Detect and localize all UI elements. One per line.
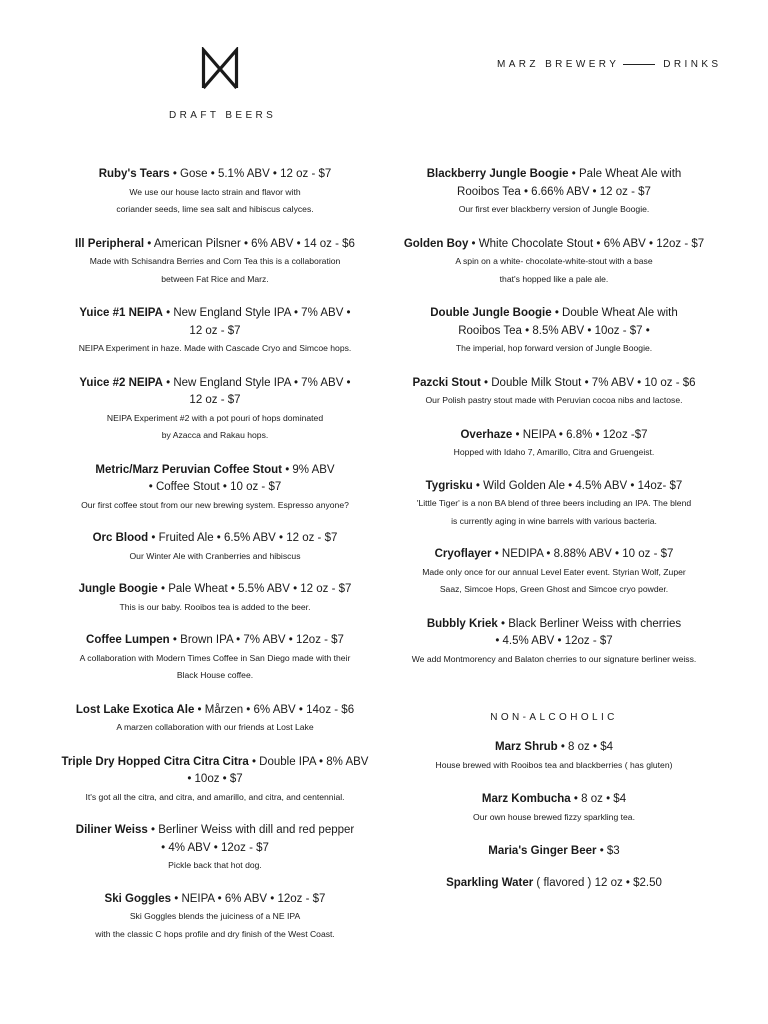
item-description-line: Our Winter Ale with Cranberries and hibiscus [129, 550, 301, 561]
item-detail: • 8 oz • $4 [560, 741, 613, 753]
item-title-line [40, 375, 390, 393]
menu-item [378, 875, 730, 893]
item-detail: • Pale Wheat • 5.5% ABV • 12 oz - $7 [161, 583, 352, 595]
item-detail: • New England Style IPA • 7% ABV • [166, 307, 351, 319]
item-detail: 12 oz - $7 [189, 324, 241, 337]
item-description [378, 651, 730, 669]
item-detail: • Wild Golden Ale • 4.5% ABV • 14oz- $7 [475, 479, 683, 492]
item-description-line: by Azacca and Rakau hops. [161, 430, 269, 440]
menu-item [378, 427, 730, 462]
item-name: Sparkling Water [446, 876, 534, 889]
left-beer-column [40, 150, 390, 943]
item-description [378, 253, 730, 288]
menu-item [378, 616, 730, 669]
item-description-line: Made only once for our annual Level Eater event. Styrian Wolf, Zuper [422, 566, 686, 577]
brand-section: DRINKS [663, 59, 722, 70]
item-title-line [40, 822, 390, 840]
menu-item [40, 462, 390, 515]
menu-item [378, 236, 730, 289]
item-detail: • $3 [599, 845, 620, 857]
item-title [378, 427, 730, 445]
item-title-line [378, 843, 730, 861]
item-description [40, 908, 390, 943]
item-name: Jungle Boogie [78, 583, 158, 595]
item-description-line: A spin on a white- chocolate-white-stout with a base [455, 256, 653, 266]
item-description-line: NEIPA Experiment #2 with a pot pouri of hops dominated [106, 412, 324, 423]
item-detail-line [40, 771, 390, 789]
menu-item [40, 822, 390, 875]
item-description-line: NEIPA Experiment in haze. Made with Cascade Cryo and Simcoe hops. [78, 343, 352, 353]
item-title-line [40, 236, 390, 254]
item-title-line [40, 632, 390, 650]
item-name: Lost Lake Exotica Ale [75, 703, 195, 716]
right-beer-column [378, 150, 730, 892]
item-detail-line [378, 184, 730, 202]
item-title [40, 632, 390, 650]
item-description [40, 857, 390, 875]
item-description-line: A collaboration with Modern Times Coffee in San Diego made with their [79, 652, 351, 663]
item-description [40, 410, 390, 445]
item-description [40, 719, 390, 737]
item-description-line: that's hopped like a pale ale. [499, 273, 609, 284]
item-title-line [378, 791, 730, 809]
item-detail: • Double IPA • 8% ABV [251, 755, 369, 768]
item-description-line: Hopped with Idaho 7, Amarillo, Citra and Gruengeist. [453, 447, 655, 457]
item-detail: • New England Style IPA • 7% ABV • [166, 376, 351, 389]
menu-item [40, 166, 390, 219]
menu-item [378, 478, 730, 531]
item-detail-line [40, 840, 390, 858]
item-detail: • 4.5% ABV • 12oz - $7 [495, 635, 613, 647]
menu-item [378, 843, 730, 861]
item-detail: • Pale Wheat Ale with [571, 168, 682, 180]
item-name: Golden Boy [403, 237, 469, 250]
item-description [378, 495, 730, 530]
item-description [378, 340, 730, 358]
item-description [378, 564, 730, 599]
item-description-line: It's got all the citra, and citra, and amarillo, and citra, and centennial. [85, 791, 345, 802]
item-description-line: between Fat Rice and Marz. [161, 273, 269, 284]
item-description [378, 201, 730, 219]
item-title [378, 305, 730, 340]
item-name: Ruby's Tears [98, 168, 170, 180]
item-description-line: Our Polish pastry stout made with Peruvian cocoa nibs and lactose. [425, 395, 683, 405]
item-description [378, 392, 730, 410]
item-title-line [378, 427, 730, 445]
item-title [378, 875, 730, 893]
brand-name: MARZ BREWERY [497, 59, 620, 70]
menu-item [40, 754, 390, 807]
item-name: Yuice #1 NEIPA [79, 307, 163, 319]
item-detail-line [40, 479, 390, 497]
item-description-line: Saaz, Simcoe Hops, Green Ghost and Simcoe cryo powder. [439, 584, 669, 594]
item-description-line: This is our baby. Rooibos tea is added to the beer. [119, 601, 311, 612]
item-description-line: with the classic C hops profile and dry finish of the West Coast. [95, 928, 335, 939]
item-description [40, 253, 390, 288]
item-description [40, 650, 390, 685]
item-title-line [378, 375, 730, 393]
item-title-line [40, 702, 390, 720]
item-title-line [40, 305, 390, 323]
item-name: Marz Kombucha [481, 793, 571, 805]
item-detail: • Double Milk Stout • 7% ABV • 10 oz - $6 [484, 376, 696, 389]
item-name: Bubbly Kriek [426, 617, 498, 630]
item-detail: • Double Wheat Ale with [554, 307, 678, 319]
menu-item [378, 791, 730, 826]
item-description-line: Black House coffee. [176, 670, 254, 680]
item-detail-line [378, 633, 730, 651]
item-detail-line [40, 392, 390, 410]
item-title [378, 739, 730, 757]
menu-item [40, 632, 390, 685]
item-description-line: A marzen collaboration with our friends at Lost Lake [116, 722, 314, 732]
item-description-line: coriander seeds, lime sea salt and hibiscus calyces. [116, 204, 314, 214]
item-name: Coffee Lumpen [86, 634, 170, 646]
item-title-line [40, 581, 390, 599]
item-title-line [378, 875, 730, 893]
item-title [40, 375, 390, 410]
item-description-line: Ski Goggles blends the juiciness of a NE IPA [129, 911, 301, 921]
item-name: Maria's Ginger Beer [488, 845, 597, 857]
item-description [40, 184, 390, 219]
brand-header [497, 59, 721, 70]
item-title-line [40, 166, 390, 184]
section-title-draft-beers: DRAFT BEERS [169, 110, 277, 121]
item-detail: • 9% ABV [285, 463, 335, 476]
item-title-line [378, 166, 730, 184]
item-description-line: We use our house lacto strain and flavor with [129, 186, 301, 197]
item-name: Orc Blood [92, 532, 149, 544]
item-title-line [378, 546, 730, 564]
marz-logo [201, 47, 239, 89]
item-title [40, 581, 390, 599]
item-description-line: House brewed with Rooibos tea and blackberries ( has gluten) [435, 759, 673, 770]
item-description-line: is currently aging in wine barrels with various bacteria. [451, 515, 657, 526]
menu-item [40, 305, 390, 358]
item-title [378, 236, 730, 254]
section-title-non-alcoholic: NON-ALCOHOLIC [490, 712, 618, 723]
item-title [378, 375, 730, 393]
menu-item [378, 375, 730, 410]
item-description-line: Our own house brewed fizzy sparkling tea. [473, 811, 635, 822]
item-detail: • Berliner Weiss with dill and red pepper [150, 824, 355, 836]
menu-item [378, 305, 730, 358]
item-title [40, 305, 390, 340]
menu-item [40, 236, 390, 289]
item-detail: • Black Berliner Weiss with cherries [500, 617, 682, 630]
item-detail: • NEIPA • 6% ABV • 12oz - $7 [174, 892, 326, 905]
item-detail: • Fruited Ale • 6.5% ABV • 12 oz - $7 [151, 532, 338, 544]
item-title-line [378, 236, 730, 254]
menu-item [40, 891, 390, 944]
item-title [40, 822, 390, 857]
item-description-line: 'Little Tiger' is a non BA blend of three beers including an IPA. The blend [416, 498, 692, 508]
item-description [40, 599, 390, 617]
menu-item [378, 739, 730, 774]
item-detail: Rooibos Tea • 6.66% ABV • 12 oz - $7 [457, 185, 651, 198]
item-title [40, 530, 390, 548]
item-title [378, 166, 730, 201]
item-detail: • 4% ABV • 12oz - $7 [161, 841, 269, 854]
item-description [378, 757, 730, 775]
item-name: Pazcki Stout [412, 376, 481, 389]
item-description [378, 809, 730, 827]
menu-item [378, 546, 730, 599]
item-detail-line [378, 323, 730, 341]
item-detail: ( flavored ) 12 oz • $2.50 [536, 876, 662, 889]
item-name: Blackberry Jungle Boogie [426, 168, 569, 180]
item-name: Ill Peripheral [75, 237, 145, 250]
item-detail: • Coffee Stout • 10 oz - $7 [148, 481, 282, 493]
item-detail: 12 oz - $7 [189, 394, 241, 406]
item-name: Yuice #2 NEIPA [79, 376, 163, 389]
item-title-line [378, 739, 730, 757]
item-title [40, 891, 390, 909]
item-title-line [378, 305, 730, 323]
item-description [378, 444, 730, 462]
item-description-line: We add Montmorency and Balaton cherries to our signature berliner weiss. [411, 653, 697, 664]
item-description [40, 789, 390, 807]
item-title [378, 791, 730, 809]
item-name: Overhaze [460, 428, 513, 441]
item-detail: • 10oz • $7 [187, 773, 243, 785]
item-description [40, 548, 390, 566]
item-name: Ski Goggles [104, 892, 172, 905]
item-title-line [40, 891, 390, 909]
item-description-line: The imperial, hop forward version of Jungle Boogie. [455, 343, 653, 353]
item-title-line [378, 478, 730, 496]
item-title [378, 843, 730, 861]
item-detail: • American Pilsner • 6% ABV • 14 oz - $6 [147, 237, 355, 250]
item-name: Marz Shrub [495, 741, 558, 753]
item-title [378, 478, 730, 496]
item-name: Cryoflayer [434, 548, 492, 560]
item-description [40, 340, 390, 358]
item-description-line: Pickle back that hot dog. [168, 860, 262, 870]
item-title [40, 754, 390, 789]
item-title-line [40, 462, 390, 480]
item-description-line: Made with Schisandra Berries and Corn Tea this is a collaboration [89, 256, 341, 266]
item-detail: • Mårzen • 6% ABV • 14oz - $6 [197, 703, 355, 716]
item-name: Tygrisku [425, 479, 473, 492]
item-detail: • NEIPA • 6.8% • 12oz -$7 [515, 428, 648, 441]
item-detail: • NEDIPA • 8.88% ABV • 10 oz - $7 [494, 548, 674, 560]
item-title-line [40, 754, 390, 772]
menu-item [40, 375, 390, 445]
item-title [378, 546, 730, 564]
brand-divider [623, 64, 655, 65]
item-title-line [378, 616, 730, 634]
item-detail: Rooibos Tea • 8.5% ABV • 10oz - $7 • [458, 324, 650, 337]
menu-item [40, 702, 390, 737]
item-title [40, 236, 390, 254]
item-description [40, 497, 390, 515]
item-name: Diliner Weiss [75, 824, 148, 836]
item-detail-line [40, 323, 390, 341]
item-name: Double Jungle Boogie [430, 307, 552, 319]
item-detail: • 8 oz • $4 [573, 793, 627, 805]
menu-item [40, 530, 390, 565]
item-detail: • Gose • 5.1% ABV • 12 oz - $7 [172, 168, 332, 180]
item-title [40, 702, 390, 720]
menu-item [378, 166, 730, 219]
item-title-line [40, 530, 390, 548]
item-name: Triple Dry Hopped Citra Citra Citra [61, 755, 249, 768]
item-title [40, 462, 390, 497]
menu-item [40, 581, 390, 616]
item-name: Metric/Marz Peruvian Coffee Stout [95, 463, 282, 476]
item-detail: • White Chocolate Stout • 6% ABV • 12oz - $7 [471, 237, 705, 250]
item-description-line: Our first ever blackberry version of Jungle Boogie. [458, 204, 650, 214]
item-detail: • Brown IPA • 7% ABV • 12oz - $7 [172, 634, 344, 646]
item-title [378, 616, 730, 651]
item-title [40, 166, 390, 184]
item-description-line: Our first coffee stout from our new brewing system. Espresso anyone? [81, 499, 349, 510]
